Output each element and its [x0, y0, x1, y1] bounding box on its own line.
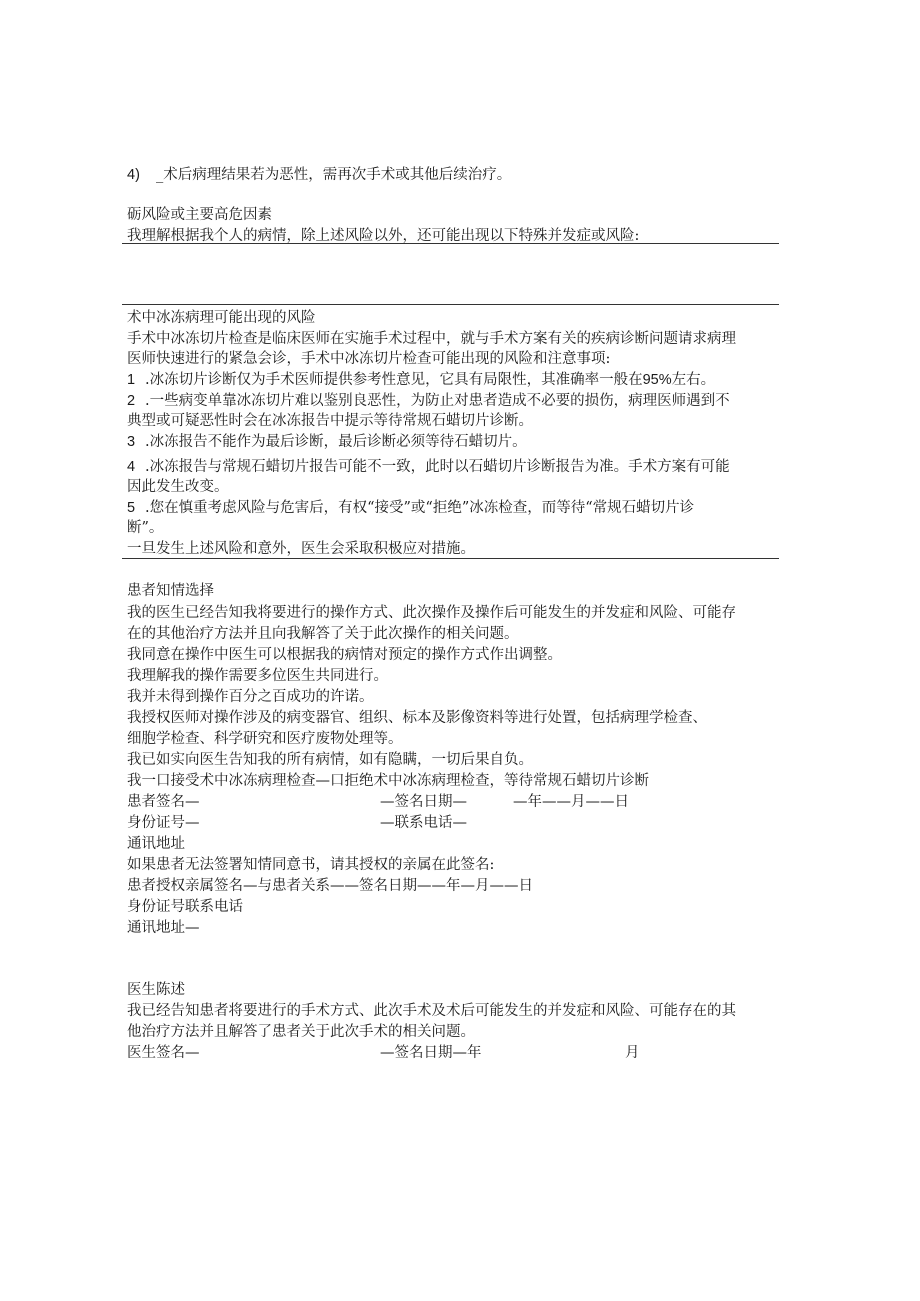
patient-text-line: 细胞学检查、科学研究和医疗废物处理等。: [127, 731, 403, 747]
frozen-point-5-line: .您在慎重考虑风险与危害后，有权“接受”或“拒绝”冰冻检查，而等待“常规石蜡切片诊: [145, 500, 695, 516]
patient-choice-title: 患者知情选择: [127, 583, 214, 599]
frozen-point-5-number: 5: [127, 500, 136, 516]
patient-text-line: 我并未得到操作百分之百成功的许诺。: [127, 689, 374, 705]
patient-signature-field[interactable]: 患者签名—: [127, 794, 200, 810]
patient-text-line: 我授权医师对操作涉及的病变器官、组织、标本及影像资料等进行处置，包括病理学检查、: [127, 710, 707, 726]
frozen-point-2-number: 2: [127, 393, 136, 409]
special-risk-text: 我理解根据我个人的病情，除上述风险以外，还可能出现以下特殊并发症或风险:: [127, 228, 640, 244]
doctor-text-line: 他治疗方法并且解答了患者关于此次手术的相关问题。: [127, 1024, 475, 1040]
frozen-point-1-text: .冰冻切片诊断仅为手术医师提供参考性意见，它具有局限性，其准确率一般在: [145, 372, 643, 388]
frozen-point-4-number: 4: [127, 459, 136, 475]
patient-id-field[interactable]: 身份证号—: [127, 815, 200, 831]
frozen-point-5-line: 断”。: [127, 520, 164, 536]
proxy-signature-field[interactable]: 患者授权亲属签名—与患者关系——签名日期——年—月——日: [127, 878, 533, 894]
proxy-id-phone-field[interactable]: 身份证号联系电话: [127, 899, 243, 915]
item-4-number: 4): [127, 167, 140, 183]
frozen-point-4-line: 因此发生改变。: [127, 479, 229, 495]
frozen-closing: 一旦发生上述风险和意外，医生会采取积极应对措施。: [127, 541, 475, 557]
patient-text-line: 我已如实向医生告知我的所有病情，如有隐瞒，一切后果自负。: [127, 752, 533, 768]
special-risk-title: 砺风险或主要高危因素: [127, 207, 272, 223]
frozen-intro-line: 医师快速进行的紧急会诊，手术中冰冻切片检查可能出现的风险和注意事项:: [127, 351, 611, 367]
divider: [122, 243, 779, 244]
patient-text-line: 我同意在操作中医生可以根据我的病情对预定的操作方式作出调整。: [127, 647, 562, 663]
accuracy-percent: 95%: [642, 372, 672, 388]
patient-text-line: 我的医生已经告知我将要进行的操作方式、此次操作及操作后可能发生的并发症和风险、可能存: [127, 605, 736, 621]
patient-text-line: 在的其他治疗方法并且向我解答了关于此次操作的相关问题。: [127, 626, 519, 642]
patient-sign-date-field[interactable]: —签名日期—: [380, 794, 467, 810]
frozen-consent-options[interactable]: 我一口接受术中冰冻病理检查—口拒绝术中冰冻病理检查，等待常规石蜡切片诊断: [127, 773, 649, 789]
doctor-signature-field[interactable]: 医生签名—: [127, 1045, 200, 1061]
patient-phone-field[interactable]: —联系电话—: [380, 815, 467, 831]
doctor-sign-month: 月: [625, 1045, 640, 1061]
divider: [122, 558, 779, 559]
frozen-point-3: .冰冻报告不能作为最后诊断，最后诊断必须等待石蜡切片。: [145, 434, 527, 450]
frozen-title: 术中冰冻病理可能出现的风险: [127, 310, 316, 326]
frozen-point-3-number: 3: [127, 434, 136, 450]
frozen-point-2-line: 典型或可疑恶性时会在冰冻报告中提示等待常规石蜡切片诊断。: [127, 413, 533, 429]
proxy-address-field[interactable]: 通讯地址—: [127, 920, 200, 936]
frozen-intro-line: 手术中冰冻切片检查是临床医师在实施手术过程中，就与手术方案有关的疾病诊断问题请求病理: [127, 331, 736, 347]
doctor-text-line: 我已经告知患者将要进行的手术方式、此次手术及术后可能发生的并发症和风险、可能存在的其: [127, 1003, 736, 1019]
doctor-statement-title: 医生陈述: [127, 982, 185, 998]
frozen-point-4-line: .冰冻报告与常规石蜡切片报告可能不一致，此时以石蜡切片诊断报告为准。手术方案有可能: [145, 459, 730, 475]
patient-text-line: 我理解我的操作需要多位医生共同进行。: [127, 668, 388, 684]
divider: [122, 304, 779, 305]
frozen-point-1: [145, 370, 715, 390]
proxy-intro: 如果患者无法签署知情同意书，请其授权的亲属在此签名:: [127, 857, 495, 873]
frozen-point-1-end: 左右。: [671, 372, 716, 388]
frozen-point-1-number: 1: [127, 372, 136, 388]
patient-address-field[interactable]: 通讯地址: [127, 836, 185, 852]
item-4-text: _术后病理结果若为恶性，需再次手术或其他后续治疗。: [156, 167, 512, 183]
frozen-point-2-line: .一些病变单靠冰冻切片难以鉴别良恶性，为防止对患者造成不必要的损伤，病理医师遇到不: [145, 393, 730, 409]
patient-sign-ymd[interactable]: —年——月——日: [513, 794, 629, 810]
doctor-sign-date-field[interactable]: —签名日期—年: [380, 1045, 482, 1061]
